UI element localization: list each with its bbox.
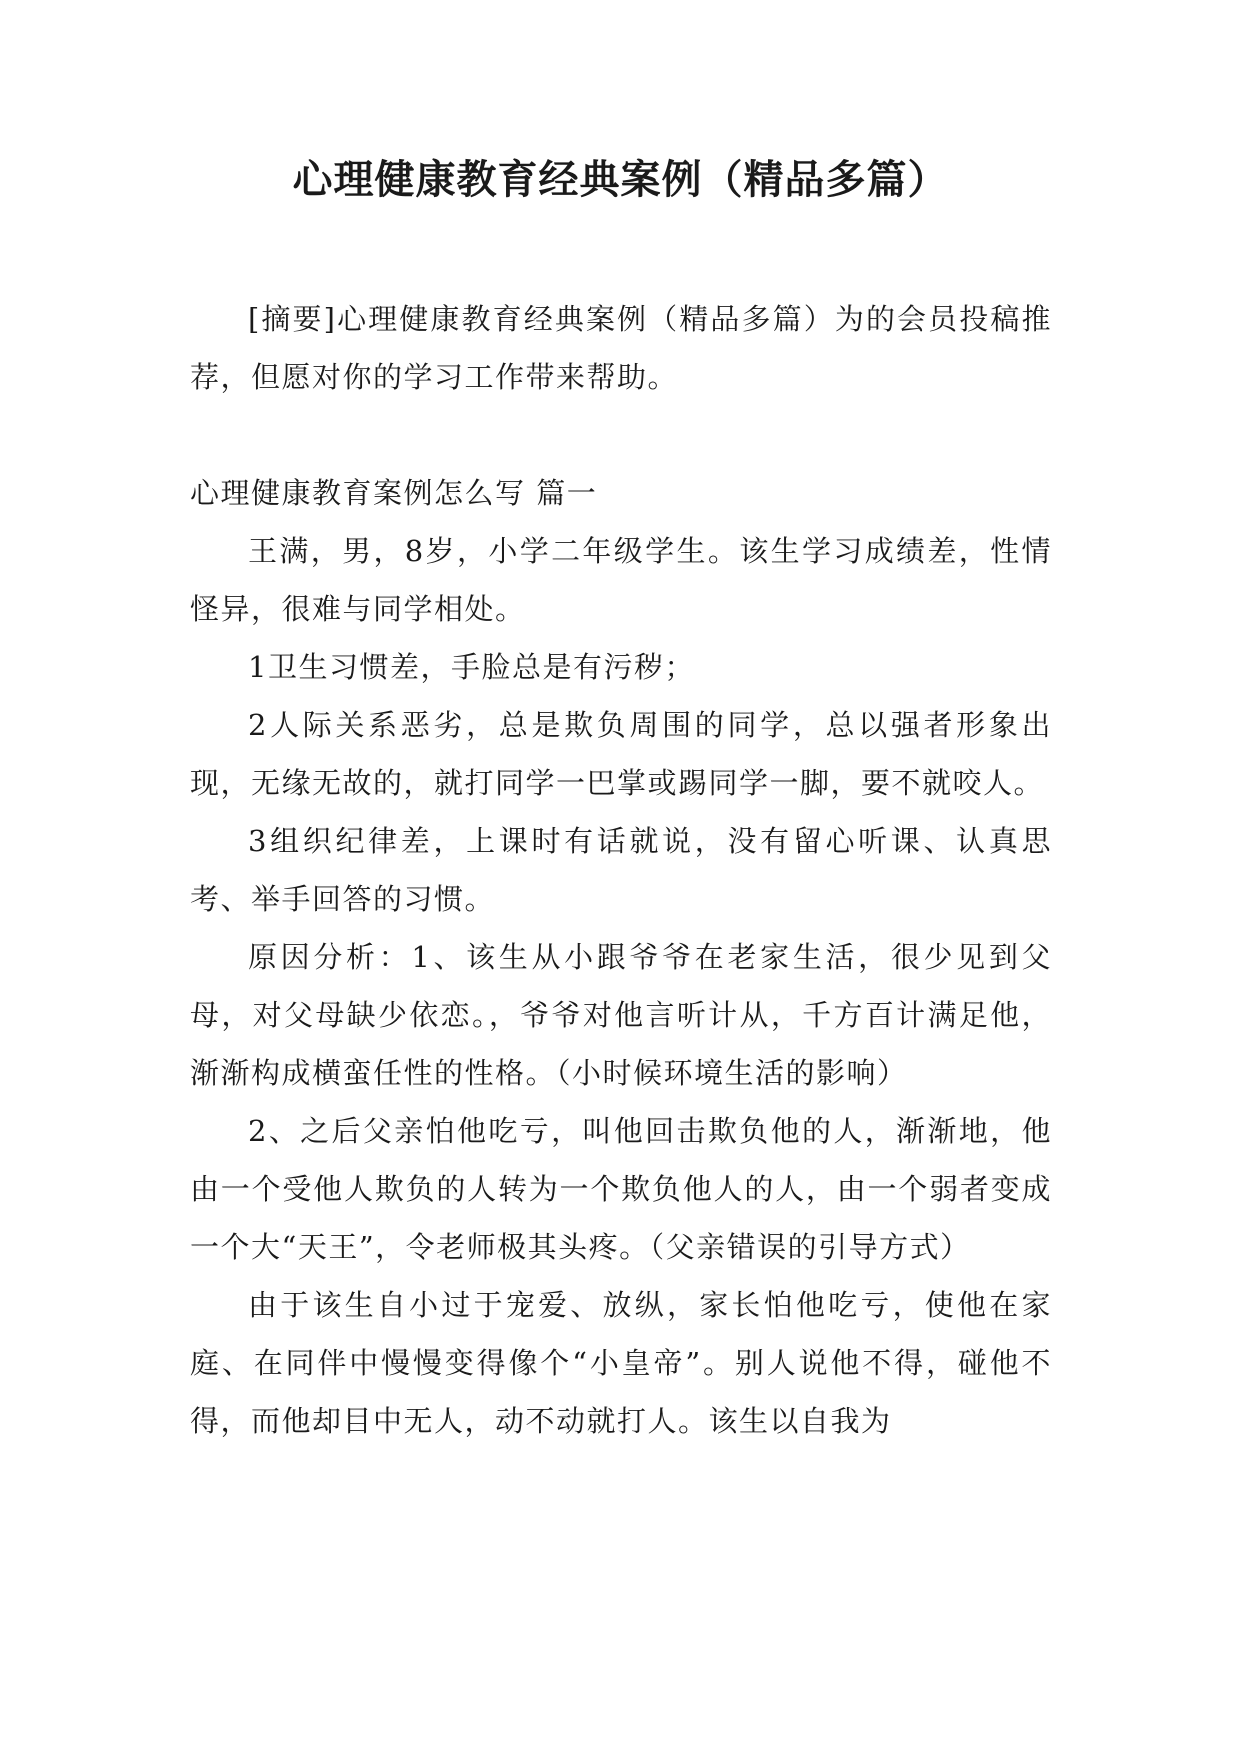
section-heading: 心理健康教育案例怎么写 篇一 xyxy=(190,476,598,510)
body-paragraph: 2人际关系恶劣，总是欺负周围的同学，总以强者形象出现，无缘无故的，就打同学一巴掌或踢同学一脚，要不就咬人。 xyxy=(190,708,1052,800)
body-paragraph: 王满，男，8岁，小学二年级学生。该生学习成绩差，性情怪异，很难与同学相处。 xyxy=(190,534,1052,626)
body-paragraph: 由于该生自小过于宠爱、放纵，家长怕他吃亏，使他在家庭、在同伴中慢慢变得像个“小皇帝”。别人说他不得，碰他不得，而他却目中无人，动不动就打人。该生以自我为 xyxy=(190,1288,1052,1438)
body-paragraph: 1卫生习惯差，手脸总是有污秽； xyxy=(248,650,695,684)
document-title: 心理健康教育经典案例（精品多篇） xyxy=(292,157,949,203)
document-body xyxy=(190,290,1052,1450)
body-paragraph: 原因分析：1、该生从小跟爷爷在老家生活，很少见到父母，对父母缺少依恋。，爷爷对他言听计从，千方百计满足他，渐渐构成横蛮任性的性格。（小时候环境生活的影响） xyxy=(190,940,1052,1090)
body-paragraph: 2、之后父亲怕他吃亏，叫他回击欺负他的人，渐渐地，他由一个受他人欺负的人转为一个欺负他人的人，由一个弱者变成一个大“天王”，令老师极其头疼。（父亲错误的引导方式） xyxy=(190,1114,1052,1264)
body-paragraph: 3组织纪律差，上课时有话就说，没有留心听课、认真思考、举手回答的习惯。 xyxy=(190,824,1052,916)
abstract-paragraph: [摘要]心理健康教育经典案例（精品多篇）为的会员投稿推荐，但愿对你的学习工作带来帮助。 xyxy=(190,302,1052,394)
